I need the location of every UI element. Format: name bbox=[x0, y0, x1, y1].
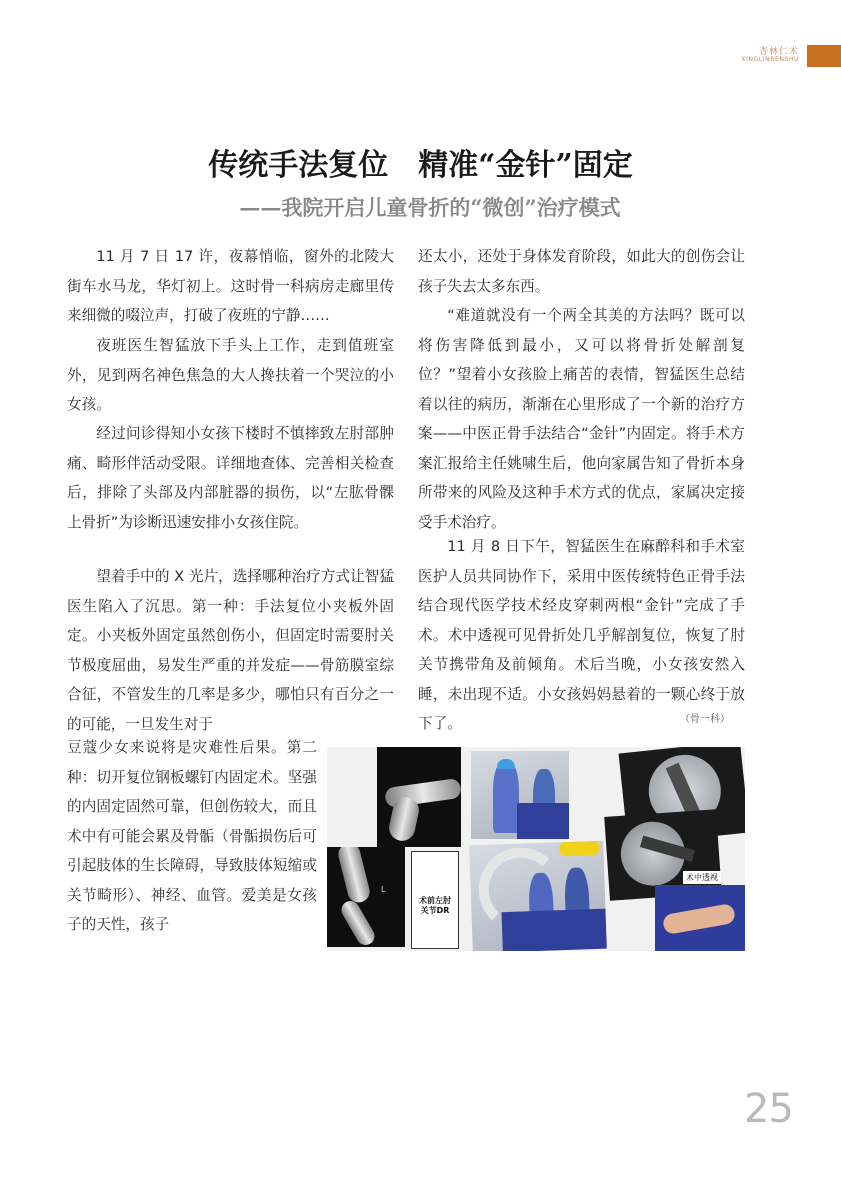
fluoroscopy-caption: 术中透视 bbox=[683, 871, 721, 884]
paragraph-right-2: “难道就没有一个两全其美的方法吗？既可以将伤害降低到最小，又可以将骨折处解剖复位？”望着小女孩脸上痛苦的表情，智猛医生总结着以往的病历，渐渐在心里形成了一个新的治疗方案——中医正骨手法结合“金针”内固定。将手术方案汇报给主任姚啸生后，他向家属告知了骨折本身所带来的风险及这种手术方式的优点，家属决定接受手术治疗。 bbox=[418, 307, 745, 531]
section-color-block bbox=[807, 45, 841, 67]
surgery-photo-preop bbox=[471, 751, 569, 839]
postop-arm-photo bbox=[655, 885, 745, 951]
xray-image-lateral bbox=[377, 747, 461, 847]
dr-label-card bbox=[411, 851, 459, 949]
dr-label: 术前左肘 关节DR bbox=[419, 896, 451, 915]
paragraph-left-4: 望着手中的 X 光片，选择哪种治疗方式让智猛医生陷入了沉思。第一种：手法复位小夹板外固定。小夹板外固定虽然创伤小，但固定时需要肘关节极度屈曲，易发生严重的并发症——骨筋膜室综合征，不管发生的几率是多少，哪怕只有百分之一的可能，一旦发生对于 bbox=[67, 568, 394, 733]
section-title-pinyin: XINGLINRENSHU bbox=[741, 56, 799, 63]
paragraph-right-3: 11 月 8 日下午，智猛医生在麻醉科和手术室医护人员共同协作下，采用中医传统特色正骨手法结合现代医学技术经皮穿刺两根“金针”完成了手术。术中透视可见骨折处几乎解剖复位，恢复了肘关节携带角及前倾角。术后当晚，小女孩安然入睡，未出现不适。小女孩妈妈悬着的一颗心终于放下了。 bbox=[418, 538, 745, 732]
paragraph-left-1: 11 月 7 日 17 许，夜幕悄临，窗外的北陵大街车水马龙，华灯初上。这时骨一科病房走廊里传来细微的啜泣声，打破了夜班的宁静…… bbox=[67, 248, 394, 324]
xray-image-ap bbox=[327, 847, 405, 947]
article-title: 传统手法复位 精准“金针”固定 bbox=[208, 148, 633, 183]
photo-collage bbox=[327, 747, 745, 951]
xray-side-marker: L bbox=[381, 885, 386, 894]
author-signature: （骨一科） bbox=[680, 714, 730, 725]
paragraph-left-2: 夜班医生智猛放下手头上工作，走到值班室外，见到两名神色焦急的大人搀扶着一个哭泣的小女孩。 bbox=[67, 337, 394, 413]
section-title: 杏林仁术 bbox=[758, 47, 799, 57]
paragraph-left-5: 豆蔻少女来说将是灾难性后果。第二种：切开复位钢板螺钉内固定术。坚强的内固定固然可靠，但创伤较大，而且术中有可能会累及骨骺（骨骺损伤后可引起肢体的生长障碍，导致肢体短缩或关节畸形）、神经、血管。爱美是女孩子的天性，孩子 bbox=[67, 739, 317, 933]
paragraph-left-3: 经过问诊得知小女孩下楼时不慎摔致左肘部肿痛、畸形伴活动受限。详细地查体、完善相关检查后，排除了头部及内部脏器的损伤，以“左肱骨髁上骨折”为诊断迅速安排小女孩住院。 bbox=[67, 425, 394, 531]
paragraph-right-1: 还太小，还处于身体发育阶段，如此大的创伤会让孩子失去太多东西。 bbox=[418, 248, 745, 295]
surgery-photo-intraop bbox=[469, 841, 607, 951]
article-subtitle: ——我院开启儿童骨折的“微创”治疗模式 bbox=[239, 195, 621, 220]
page-number: 25 bbox=[744, 1086, 793, 1132]
